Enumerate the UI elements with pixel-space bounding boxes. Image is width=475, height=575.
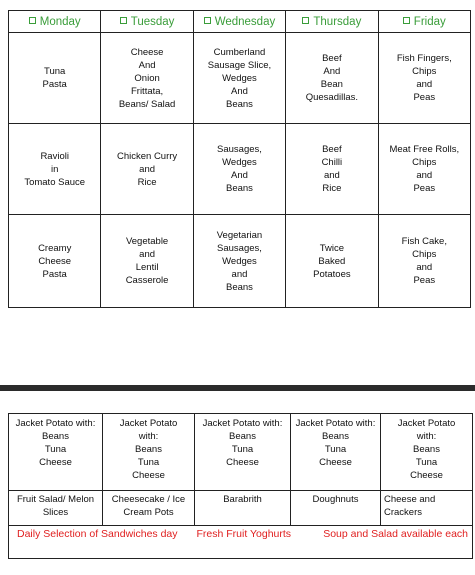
menu-cell <box>9 215 101 308</box>
menu-line: Cheese <box>38 255 72 267</box>
menu-line: Twice <box>319 242 345 254</box>
soup-salad-note: Soup and Salad available each <box>381 526 473 559</box>
menu-line: Tuna <box>44 66 66 77</box>
menu-cell <box>193 215 285 308</box>
menu-line: Bean <box>320 79 343 90</box>
menu-line: Chilli <box>321 157 343 168</box>
menu-line: with: <box>138 431 159 442</box>
menu-line: Jacket Potato with: <box>202 418 283 429</box>
menu-line: Cheese <box>319 457 352 468</box>
menu-line: And <box>231 170 248 181</box>
sandwiches-note: Daily Selection of Sandwiches day <box>9 526 195 559</box>
menu-line: Tuna <box>231 444 254 455</box>
menu-line: Cheese <box>410 470 443 481</box>
day-header-monday: Monday <box>9 11 101 33</box>
menu-cell <box>9 33 101 124</box>
menu-line: Beans <box>322 431 349 442</box>
menu-line: Chips <box>412 249 437 260</box>
day-header-tuesday: Tuesday <box>101 11 193 33</box>
menu-line: Slices <box>42 507 69 518</box>
menu-line: Chips <box>412 66 437 77</box>
menu-line: Wedges <box>222 255 257 267</box>
menu-line: in <box>50 163 59 175</box>
menu-line: and <box>323 170 340 181</box>
menu-line: Creamy <box>38 242 72 254</box>
menu-line: Lentil <box>135 262 159 273</box>
menu-line: Pasta <box>42 79 67 90</box>
weekly-menu-table <box>8 10 471 308</box>
menu-line: Fish Cake, <box>401 236 447 247</box>
menu-row-week-1 <box>9 33 471 124</box>
menu-line: and <box>416 170 433 181</box>
menu-line: with: <box>416 431 437 442</box>
menu-line: Tomato Sauce <box>24 176 86 188</box>
menu-line: Beans <box>226 281 253 293</box>
menu-line: Sausage Slice, <box>207 59 272 71</box>
menu-cell <box>101 33 193 124</box>
menu-line: Cheese <box>130 46 164 58</box>
checkbox-icon <box>120 17 127 24</box>
daily-notes-row <box>9 526 473 559</box>
day-header-row <box>9 11 471 33</box>
menu-line: Peas <box>413 275 436 286</box>
menu-cell <box>9 124 101 215</box>
checkbox-icon <box>403 17 410 24</box>
menu-line: Jacket Potato <box>397 418 456 429</box>
jacket-potato-cell <box>291 414 381 491</box>
jacket-potato-cell <box>103 414 195 491</box>
menu-line: Vegetarian <box>216 229 263 241</box>
menu-line: Cream Pots <box>123 507 174 518</box>
jacket-potato-cell <box>9 414 103 491</box>
day-header-thursday: Thursday <box>286 11 378 33</box>
menu-row-week-2 <box>9 124 471 215</box>
menu-cell <box>193 33 285 124</box>
menu-line: Quesadillas. <box>305 92 358 103</box>
menu-cell <box>101 215 193 308</box>
menu-line: Jacket Potato with: <box>295 418 376 429</box>
dessert-row <box>9 491 473 526</box>
menu-line: Wedges <box>222 157 257 168</box>
menu-line: Baked <box>318 255 346 267</box>
menu-line: Onion <box>134 72 160 84</box>
menu-line: Cheesecake / Ice <box>111 494 186 505</box>
menu-line: And <box>231 85 248 97</box>
menu-line: Jacket Potato <box>119 418 178 429</box>
menu-line: Cheese and <box>384 494 436 505</box>
menu-line: Potatoes <box>313 268 351 280</box>
menu-line: Chips <box>412 157 437 168</box>
menu-line: Peas <box>413 92 436 103</box>
menu-cell <box>378 215 470 308</box>
menu-line: Tuna <box>415 457 438 468</box>
menu-line: Frittata, <box>130 85 164 97</box>
menu-line: Peas <box>413 183 436 194</box>
menu-line: And <box>138 59 156 71</box>
menu-line: Tuna <box>44 444 67 455</box>
menu-line: Beans <box>413 444 440 455</box>
menu-line: Cheese <box>39 457 72 468</box>
menu-cell <box>286 215 378 308</box>
extras-table <box>8 413 473 559</box>
menu-line: Beans <box>135 444 162 455</box>
menu-line: Beef <box>322 144 342 155</box>
menu-line: Jacket Potato with: <box>15 418 96 429</box>
menu-line: Fish Fingers, <box>396 53 452 64</box>
menu-line: Beans <box>226 98 253 110</box>
dessert-cell <box>291 491 381 526</box>
menu-line: Barabrith <box>223 494 262 505</box>
menu-cell <box>378 33 470 124</box>
menu-line: Tuna <box>324 444 347 455</box>
jacket-potato-cell <box>381 414 473 491</box>
menu-line: Tuna <box>137 457 160 468</box>
menu-cell <box>101 124 193 215</box>
menu-line: Cheese <box>132 470 165 481</box>
menu-line: Cumberland <box>213 46 266 58</box>
menu-line: Beans <box>226 183 253 194</box>
menu-line: and <box>231 268 248 280</box>
menu-line: And <box>323 66 341 77</box>
menu-line: Beans <box>229 431 256 442</box>
menu-cell <box>193 124 285 215</box>
dessert-cell <box>103 491 195 526</box>
menu-line: Meat Free Rolls, <box>389 144 460 155</box>
day-header-wednesday: Wednesday <box>193 11 285 33</box>
checkbox-icon <box>302 17 309 24</box>
dessert-cell <box>9 491 103 526</box>
menu-row-week-3 <box>9 215 471 308</box>
menu-line: Chicken Curry <box>116 150 178 162</box>
dessert-cell <box>381 491 473 526</box>
checkbox-icon <box>204 17 211 24</box>
menu-line: Wedges <box>222 72 257 84</box>
menu-line: and <box>139 163 156 175</box>
checkbox-icon <box>29 17 36 24</box>
menu-line: Crackers <box>384 507 423 518</box>
menu-line: Sausages, <box>217 144 262 155</box>
jacket-potato-row <box>9 414 473 491</box>
menu-cell <box>378 124 470 215</box>
menu-line: and <box>139 249 156 260</box>
menu-line: Sausages, <box>217 242 262 254</box>
menu-line: Beans/ Salad <box>118 98 176 110</box>
menu-line: Beef <box>322 53 342 64</box>
menu-line: and <box>416 262 433 273</box>
menu-line: Pasta <box>42 268 67 280</box>
menu-line: Ravioli <box>40 150 69 162</box>
dessert-cell <box>195 491 291 526</box>
jacket-potato-cell <box>195 414 291 491</box>
menu-line: Cheese <box>226 457 259 468</box>
menu-cell <box>286 124 378 215</box>
menu-line: Vegetable <box>125 236 169 247</box>
menu-line: and <box>416 79 433 90</box>
section-divider <box>0 385 475 391</box>
menu-line: Rice <box>137 176 157 188</box>
menu-line: Casserole <box>125 275 169 286</box>
menu-line: Doughnuts <box>312 494 359 505</box>
menu-line: Beans <box>42 431 69 442</box>
menu-line: Fruit Salad/ Melon <box>16 494 95 505</box>
menu-line: Rice <box>322 183 342 194</box>
day-header-friday: Friday <box>378 11 470 33</box>
menu-cell <box>286 33 378 124</box>
yoghurts-note: Fresh Fruit Yoghurts <box>195 526 381 559</box>
